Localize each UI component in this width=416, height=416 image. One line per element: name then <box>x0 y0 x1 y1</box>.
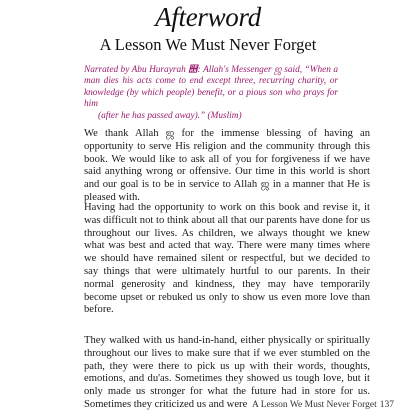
page-subtitle: A Lesson We Must Never Forget <box>99 35 317 54</box>
hadith-line: a man dies his acts come to end except three, recurring charity, or <box>84 65 338 87</box>
paragraph: We thank Allah ஜ for the immense blessing of having an opportunity to serve His religion and the community through this book. We would like to ask all of you for forgiveness if we have said anything wrong or offensive. Our time in this world is short and our goal is to be in service to Allah ஜ in a manner that He is pleased with. <box>84 128 370 203</box>
paragraph: Having had the opportunity to work on this book and revise it, it was difficult not to think about all that our parents have done for us throughout our lives. As children, we always thought we knew what was best and acted that way. There were many times where we should have remained silent or respectful, but we decided to say things that were ultimately hurtful to our parents. In their normal generosity and kindness, they may have temporarily become upset or rebuked us only to show us even more love than before. <box>84 202 370 316</box>
page-number: 137 <box>379 400 394 410</box>
hadith-line: (after he has passed away).” (Muslim) <box>98 110 242 121</box>
paragraph: They walked with us hand-in-hand, either physically or spiritually throughout our lives to make sure that if we ever stumbled on the path, they were there to pick us up with their words, thoughts, emotions, and du'as. Sometimes they showed us tough love, but it only made us stronger for what the future had in store for us. Sometimes they criticized us and were <box>84 335 370 410</box>
hadith-quote <box>84 65 338 122</box>
page-footer <box>252 399 394 411</box>
page-title: Afterword <box>155 2 261 32</box>
running-title: A Lesson We Must Never Forget <box>252 400 377 410</box>
hadith-line: knowledge (by which people) benefit, or a pious son who prays for him <box>84 87 338 110</box>
hadith-line: Narrated by Abu Hurayrah ஥: Allah's Messenger ஜ said, “When <box>84 65 331 75</box>
